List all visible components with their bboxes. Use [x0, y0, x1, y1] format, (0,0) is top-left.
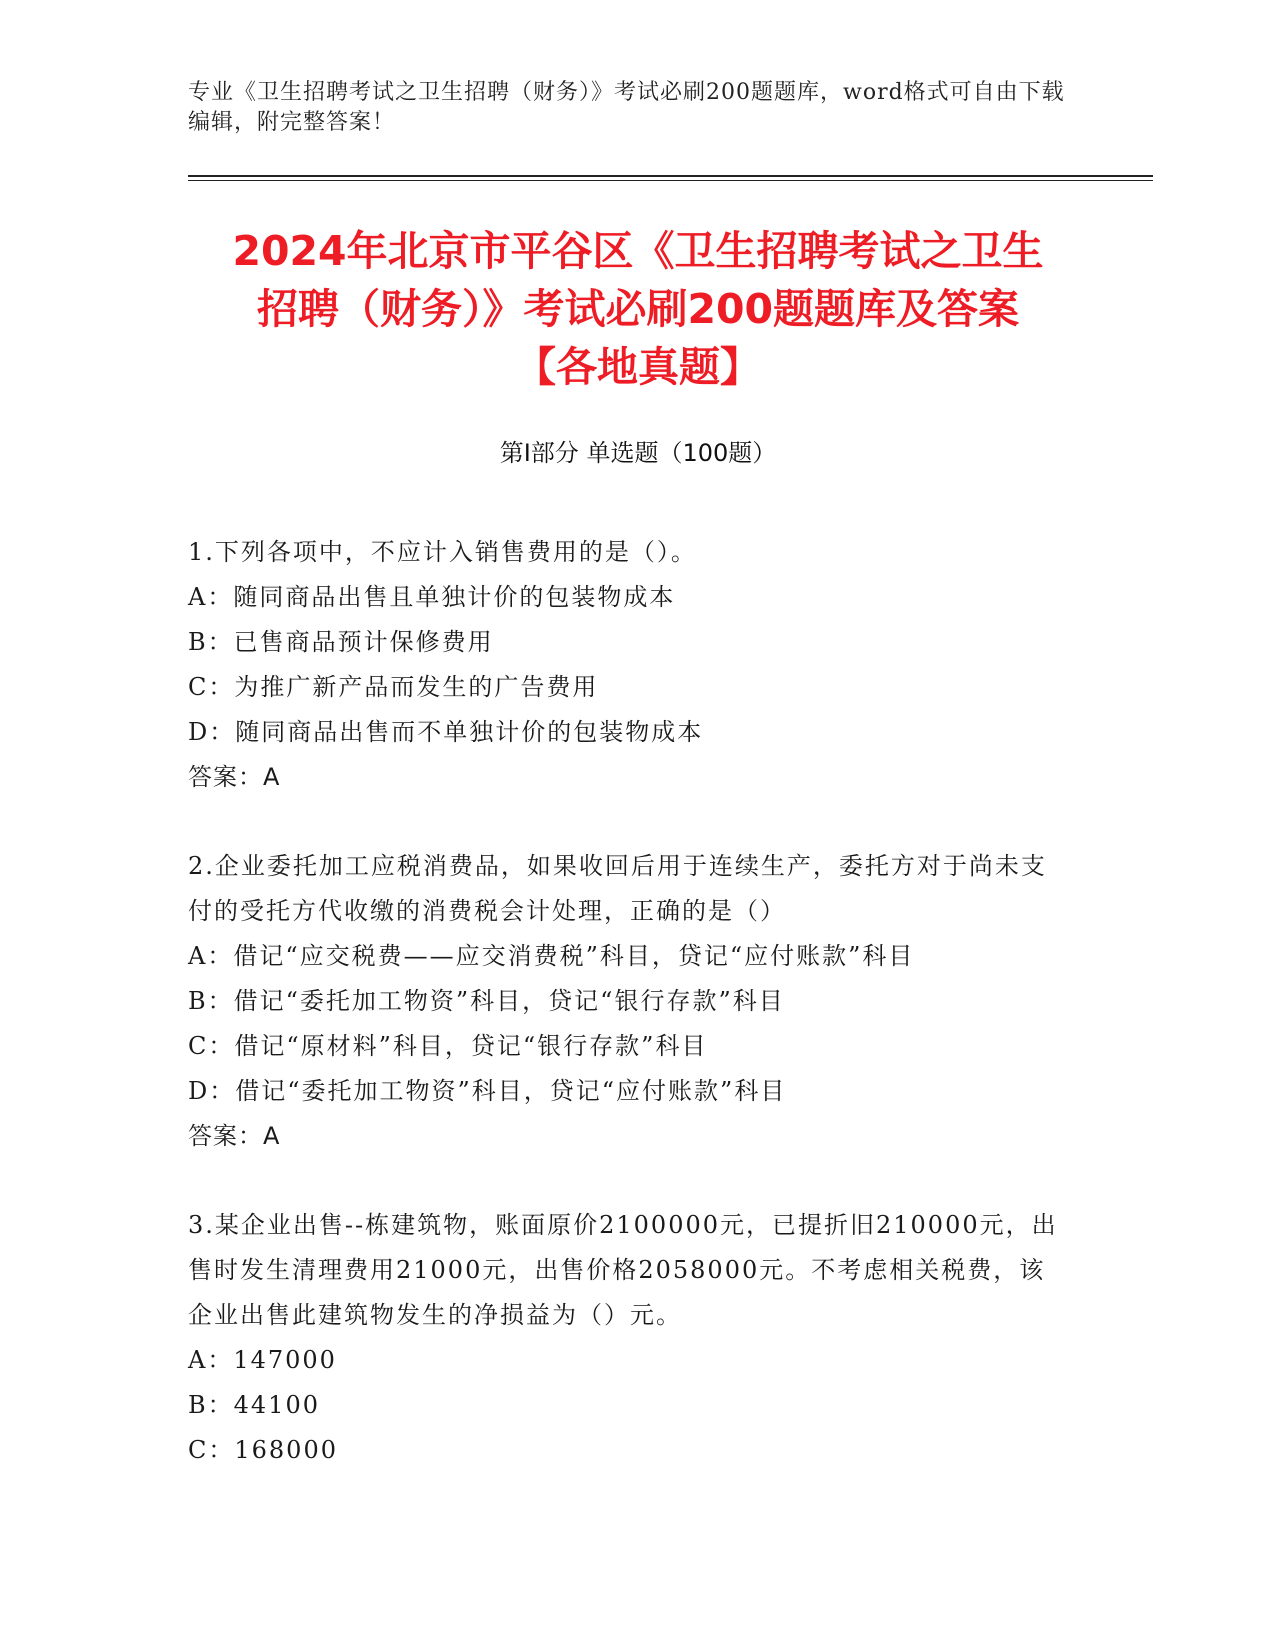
- option-b: B：借记“委托加工物资”科目，贷记“银行存款”科目: [188, 987, 785, 1015]
- document-title-line-3: 【各地真题】: [515, 343, 761, 391]
- document-title-line-2: 招聘（财务）》考试必刷200题题库及答案: [256, 285, 1020, 333]
- option-a: A：147000: [188, 1346, 337, 1374]
- document-title-line-1: 2024年北京市平谷区《卫生招聘考试之卫生: [232, 227, 1044, 275]
- option-b: B：已售商品预计保修费用: [188, 628, 494, 656]
- document-title: [188, 222, 1088, 396]
- option-c: C：借记“原材料”科目，贷记“银行存款”科目: [188, 1032, 708, 1060]
- question-stem: 3.某企业出售--栋建筑物，账面原价2100000元，已提折旧210000元，出售时发生清理费用21000元，出售价格2058000元。不考虑相关税费，该企业出售此建筑物发生的净损益为（）元。: [188, 1211, 1058, 1329]
- option-c: C：为推广新产品而发生的广告费用: [188, 673, 599, 701]
- header-divider-thin: [188, 180, 1153, 181]
- question-stem: 1.下列各项中，不应计入销售费用的是（）。: [188, 538, 697, 566]
- option-c: C：168000: [188, 1436, 338, 1464]
- header-note: 专业《卫生招聘考试之卫生招聘（财务）》考试必刷200题题库，word格式可自由下载编辑，附完整答案！: [188, 80, 1065, 135]
- header-divider-thick: [188, 175, 1153, 177]
- option-d: D：借记“委托加工物资”科目，贷记“应付账款”科目: [188, 1077, 787, 1105]
- option-a: A：借记“应交税费——应交消费税”科目，贷记“应付账款”科目: [188, 942, 915, 970]
- option-d: D：随同商品出售而不单独计价的包装物成本: [188, 718, 704, 746]
- option-a: A：随同商品出售且单独计价的包装物成本: [188, 583, 676, 611]
- question-3: [188, 1203, 1068, 1473]
- answer-text: 答案：A: [188, 1122, 281, 1150]
- question-list: [188, 530, 1068, 1517]
- option-b: B：44100: [188, 1391, 320, 1419]
- question-1: [188, 530, 1068, 800]
- answer-text: 答案：A: [188, 763, 281, 791]
- section-heading: 第Ⅰ部分 单选题（100题）: [499, 439, 777, 467]
- question-stem: 2.企业委托加工应税消费品，如果收回后用于连续生产，委托方对于尚未支付的受托方代收缴的消费税会计处理，正确的是（）: [188, 852, 1047, 925]
- question-2: [188, 844, 1068, 1159]
